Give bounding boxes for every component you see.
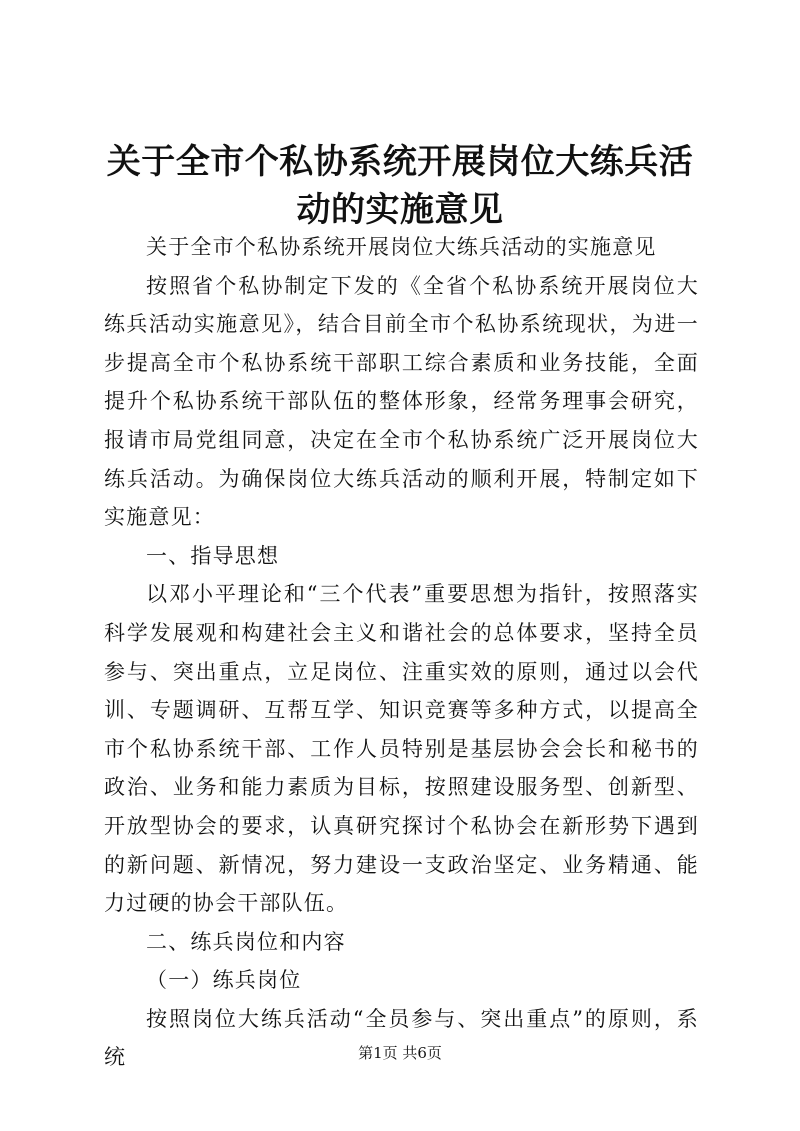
paragraph-introduction: 按照省个私协制定下发的《全省个私协系统开展岗位大练兵活动实施意见》，结合目前全市个私协系统现状，为进一步提高全市个私协系统干部职工综合素质和业务技能，全面提升个私协系统干部队伍的整体形象，经常务理事会研究，报请市局党组同意，决定在全市个私协系统广泛开展岗位大练兵活动。为确保岗位大练兵活动的顺利开展，特制定如下实施意见： [104,273,699,530]
section-heading-guiding-ideology: 一、指导思想 [146,543,280,568]
subsection-heading-training-posts: （一）练兵岗位 [146,968,302,993]
paragraph-restated-title: 关于全市个私协系统开展岗位大练兵活动的实施意见 [146,235,657,259]
document-body [104,228,699,1077]
document-title: 关于全市个私协系统开展岗位大练兵活动的实施意见 [106,142,694,230]
paragraph-guiding-ideology: 以邓小平理论和“三个代表”重要思想为指针，按照落实科学发展观和构建社会主义和谐社会的总体要求，坚持全员参与、突出重点，立足岗位、注重实效的原则，通过以会代训、专题调研、互帮互学、知识竞赛等多种方式，以提高全市个私协系统干部、工作人员特别是基层协会会长和秘书的政治、业务和能力素质为目标，按照建设服务型、创新型、开放型协会的要求，认真研究探讨个私协会在新形势下遇到的新问题、新情况，努力建设一支政治坚定、业务精通、能力过硬的协会干部队伍。 [104,582,699,916]
paragraph-training-posts: 按照岗位大练兵活动“全员参与、突出重点”的原则，系统 [104,1006,699,1070]
page-number: 第1页 共6页 [358,1044,442,1062]
section-heading-training-posts: 二、练兵岗位和内容 [146,929,346,954]
